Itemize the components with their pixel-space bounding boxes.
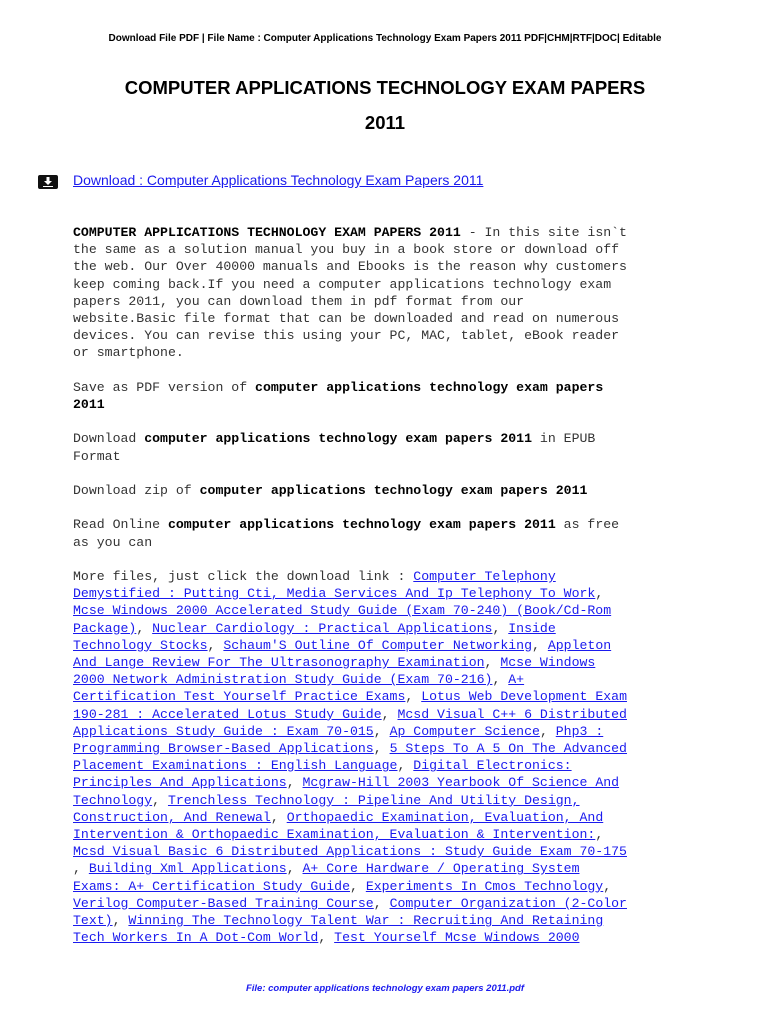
more-file-link[interactable]: 190-281 : Accelerated Lotus Study Guide	[73, 706, 382, 722]
epub-line: Download computer applications technology exam papers 2011 in EPUB	[73, 431, 596, 447]
zip-line: Download zip of computer applications technology exam papers 2011	[73, 483, 588, 498]
more-file-link[interactable]: Applications Study Guide : Exam 70-015	[73, 723, 374, 739]
more-file-link[interactable]: Exams: A+ Certification Study Guide	[73, 878, 350, 894]
more-file-link[interactable]: Mcsd Visual C++ 6 Distributed	[397, 706, 627, 722]
more-file-link[interactable]: Lotus Web Development Exam	[421, 689, 627, 705]
page-header: Download File PDF | File Name : Computer Applications Technology Exam Papers 2011 PDF|CHM|RTF|DOC| Editable	[108, 33, 662, 44]
more-file-link[interactable]: Computer Telephony	[413, 568, 556, 584]
more-file-link[interactable]: Building Xml Applications	[88, 861, 287, 877]
more-file-link[interactable]: Principles And Applications	[73, 775, 287, 791]
more-file-link[interactable]: Mcse Windows 2000 Accelerated Study Guide (Exam 70-240) (Book/Cd-Rom	[73, 603, 612, 619]
separator: ,	[539, 723, 556, 739]
more-file-link[interactable]: Verilog Computer-Based Training Course	[73, 895, 374, 911]
separator: ,	[595, 586, 604, 602]
page-title-line2: 2011	[364, 112, 406, 133]
save-pdf-line2: 2011	[73, 397, 105, 413]
more-file-link[interactable]: Certification Test Yourself Practice Exams	[73, 689, 406, 705]
read-online-line2: as you can	[73, 534, 153, 550]
page-title-line1: COMPUTER APPLICATIONS TECHNOLOGY EXAM PAPERS	[124, 77, 646, 98]
separator: ,	[492, 672, 509, 688]
more-file-link[interactable]: Mcgraw-Hill 2003 Yearbook Of Science And	[302, 775, 620, 791]
intro-line: devices. You can revise this using your PC, MAC, tablet, eBook reader	[73, 328, 620, 344]
separator: ,	[492, 620, 509, 636]
intro-line: the same as a solution manual you buy in a book store or download off	[73, 242, 620, 258]
page-footer: File: computer applications technology exam papers 2011.pdf	[245, 983, 525, 994]
intro-bold-title: COMPUTER APPLICATIONS TECHNOLOGY EXAM PAPERS 2011	[73, 225, 461, 240]
more-file-link[interactable]: Computer Organization (2-Color	[389, 895, 627, 911]
read-online-line: Read Online computer applications technology exam papers 2011 as free	[73, 517, 620, 533]
more-file-link[interactable]: Test Yourself Mcse Windows 2000	[334, 930, 580, 946]
more-file-link[interactable]: Digital Electronics:	[413, 758, 572, 774]
intro-line: the web. Our Over 40000 manuals and Ebooks is the reason why customers	[73, 259, 627, 275]
more-file-link[interactable]: Tech Workers In A Dot-Com World	[73, 930, 319, 946]
more-file-link[interactable]: A+ Core Hardware / Operating System	[302, 861, 580, 877]
separator: ,	[207, 637, 224, 653]
separator: ,	[381, 706, 398, 722]
more-file-link[interactable]: Orthopaedic Examination, Evaluation, And	[286, 809, 604, 825]
save-pdf-line: Save as PDF version of computer applications technology exam papers	[73, 379, 604, 395]
intro-line: or smartphone.	[73, 345, 184, 361]
more-file-link[interactable]: Package)	[73, 620, 137, 636]
separator: ,	[373, 723, 390, 739]
more-file-link[interactable]: Mcse Windows	[500, 655, 596, 670]
more-file-link[interactable]: Inside	[508, 620, 556, 636]
more-file-link[interactable]: 5 Steps To A 5 On The Advanced	[389, 741, 627, 757]
more-file-link[interactable]: Ap Computer Science	[389, 723, 540, 739]
more-file-link[interactable]: Mcsd Visual Basic 6 Distributed Applications : Study Guide Exam 70-175	[73, 844, 627, 860]
separator: ,	[270, 809, 287, 825]
separator: ,	[152, 792, 168, 808]
intro-line: papers 2011, you can download them in pdf format from our	[73, 293, 525, 309]
more-file-link[interactable]: Schaum'S Outline Of Computer Networking	[223, 637, 533, 653]
separator: ,	[405, 689, 422, 705]
more-file-link[interactable]: Text)	[73, 913, 113, 929]
separator: ,	[373, 895, 390, 911]
more-file-link[interactable]: Trenchless Technology : Pipeline And Utility Design,	[167, 792, 580, 808]
separator: ,	[397, 758, 414, 774]
more-file-link[interactable]: Intervention & Orthopaedic Examination, Evaluation & Intervention:	[73, 827, 596, 843]
separator: ,	[603, 878, 612, 894]
more-file-link[interactable]: Placement Examinations : English Language	[73, 758, 398, 774]
separator: ,	[286, 775, 303, 791]
separator: ,	[484, 655, 501, 670]
more-file-link[interactable]: Technology Stocks	[73, 637, 208, 653]
separator: ,	[349, 878, 366, 894]
more-files-prefix: More files, just click the download link :	[73, 568, 414, 584]
epub-line2: Format	[73, 448, 121, 464]
more-file-link[interactable]: Construction, And Renewal	[73, 809, 271, 825]
intro-line: keep coming back.If you need a computer applications technology exam	[73, 276, 612, 292]
more-file-link[interactable]: A+	[508, 672, 525, 688]
separator: ,	[73, 861, 89, 877]
more-file-link[interactable]: Technology	[73, 792, 153, 808]
separator: ,	[595, 827, 604, 843]
more-file-link[interactable]: Php3 :	[555, 723, 604, 739]
more-file-link[interactable]: And Lange Review For The Ultrasonography Examination	[73, 655, 485, 670]
separator: ,	[373, 741, 390, 757]
separator: ,	[286, 861, 303, 877]
more-file-link[interactable]: Winning The Technology Talent War : Recruiting And Retaining	[128, 913, 604, 929]
separator: ,	[136, 620, 153, 636]
download-icon[interactable]	[38, 175, 58, 189]
separator: ,	[112, 913, 129, 929]
separator: ,	[318, 930, 335, 946]
intro-paragraph	[73, 224, 733, 946]
intro-line: - In this site isn`t	[460, 225, 627, 240]
more-file-link[interactable]: 2000 Network Administration Study Guide (Exam 70-216)	[73, 672, 493, 688]
more-file-link[interactable]: Programming Browser-Based Applications	[73, 741, 374, 757]
separator: ,	[532, 637, 548, 653]
download-link[interactable]: Download : Computer Applications Technology Exam Papers 2011	[73, 172, 484, 188]
intro-line: website.Basic file format that can be downloaded and read on numerous	[73, 311, 620, 327]
more-file-link[interactable]: Appleton	[547, 637, 612, 653]
more-file-link[interactable]: Nuclear Cardiology : Practical Applications	[152, 620, 493, 636]
more-file-link[interactable]: Demystified : Putting Cti, Media Services And Ip Telephony To Work	[73, 586, 596, 602]
more-file-link[interactable]: Experiments In Cmos Technology	[365, 878, 604, 894]
